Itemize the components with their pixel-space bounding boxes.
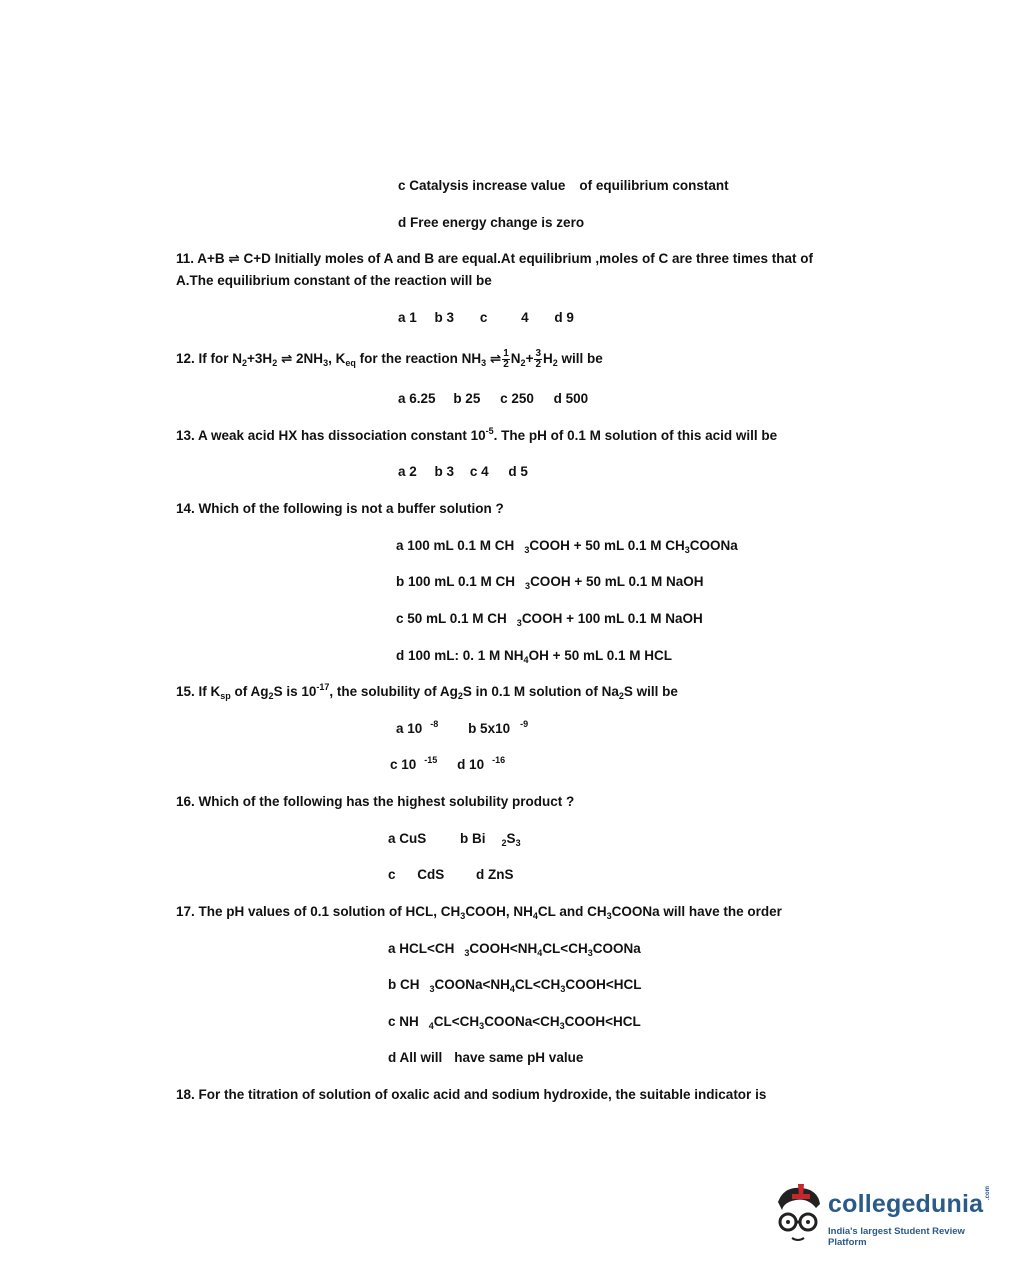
q11-options: a 1 b 3 c 4 d 9: [398, 310, 574, 325]
mascot-icon: [768, 1180, 828, 1250]
q15-options-cd: c 10 $^{-15}$ d 10 $^{-16}$: [390, 755, 506, 772]
equilibrium-arrow-icon: ⇌: [280, 351, 293, 367]
q13-text: 13. A weak acid HX has dissociation constant $10^{-5}$. The pH of 0.1 M solution of this acid will be: [176, 426, 778, 443]
fraction-half: $\frac{1}{2}$: [503, 348, 509, 370]
q10-option-d: d Free energy change is zero: [398, 215, 585, 230]
q16-options-ab: a CuS b Bi $_2S_3$: [388, 831, 521, 848]
q17-option-b: b CH $_3COONa<NH_4CL<CH_3COOH<HCL$: [388, 977, 642, 994]
q10-option-c: c Catalysis increase value of equilibrium constant: [398, 178, 729, 193]
q11-text-line2: A.The equilibrium constant of the reaction will be: [176, 273, 492, 288]
fraction-three-halves: $\frac{3}{2}$: [535, 348, 542, 370]
logo-com: .com: [985, 1185, 991, 1200]
q12-options: a 6.25 b 25 c 250 d 500: [398, 391, 589, 406]
q15-text: 15. If $K_{sp}$ of $Ag_2S$ is $10^{-17}$, the solubility of $Ag_2S$ in 0.1 M solution of $Na_2S$ will be: [176, 682, 678, 701]
q14-option-a: a 100 mL 0.1 M CH $_3$COOH + 50 mL 0.1 M $CH_3COONa$: [396, 538, 738, 555]
q14-option-c: c 50 mL 0.1 M CH $_3$COOH + 100 mL 0.1 M NaOH: [396, 611, 703, 628]
q16-options-cd: c CdS d ZnS: [388, 867, 514, 882]
q13-options: a 2 b 3 c 4 d 5: [398, 464, 528, 479]
collegedunia-logo: [768, 1180, 998, 1250]
q14-option-d: d 100 mL: 0. 1 M $NH_4OH + 50$ mL 0.1 M HCL: [396, 648, 672, 665]
q17-option-c: c NH $_4CL<CH_3COONa<CH_3COOH<HCL$: [388, 1014, 641, 1031]
q14-text: 14. Which of the following is not a buffer solution ?: [176, 501, 504, 516]
q12-text: 12. If for $N_2+3H_2$ ⇌ $2NH_3$, $K_{eq}$ for the reaction $NH_3$ ⇌ $\frac{1}{2}$ $N_2+$ $\frac{3}{2}$ $H_2$ will be: [176, 348, 603, 370]
q17-option-d: d All will have same pH value: [388, 1050, 584, 1065]
q14-option-b: b 100 mL 0.1 M CH $_3$COOH + 50 mL 0.1 M NaOH: [396, 574, 704, 591]
logo-brand: collegedunia: [828, 1190, 984, 1218]
logo-tagline: India's largest Student Review Platform: [828, 1226, 965, 1248]
q11-text-line1: 11. A+B ⇌ C+D Initially moles of A and B are equal.At equilibrium ,moles of C are three times that of: [176, 251, 813, 266]
q17-text: 17. The pH values of 0.1 solution of HCL, $CH_3COOH$, $NH_4CL$ and $CH_3COONa$ will have the order: [176, 904, 782, 921]
equilibrium-arrow-icon: ⇌: [228, 251, 240, 266]
q16-text: 16. Which of the following has the highest solubility product ?: [176, 794, 575, 809]
q15-options-ab: a 10 $^{-8}$ b 5x10 $^{-9}$: [396, 719, 529, 736]
q17-option-a: a HCL<CH $_3COOH<NH_4CL<CH_3COONa$: [388, 941, 641, 958]
equilibrium-arrow-icon: ⇌: [489, 351, 502, 367]
q18-text: 18. For the titration of solution of oxalic acid and sodium hydroxide, the suitable indicator is: [176, 1087, 767, 1102]
